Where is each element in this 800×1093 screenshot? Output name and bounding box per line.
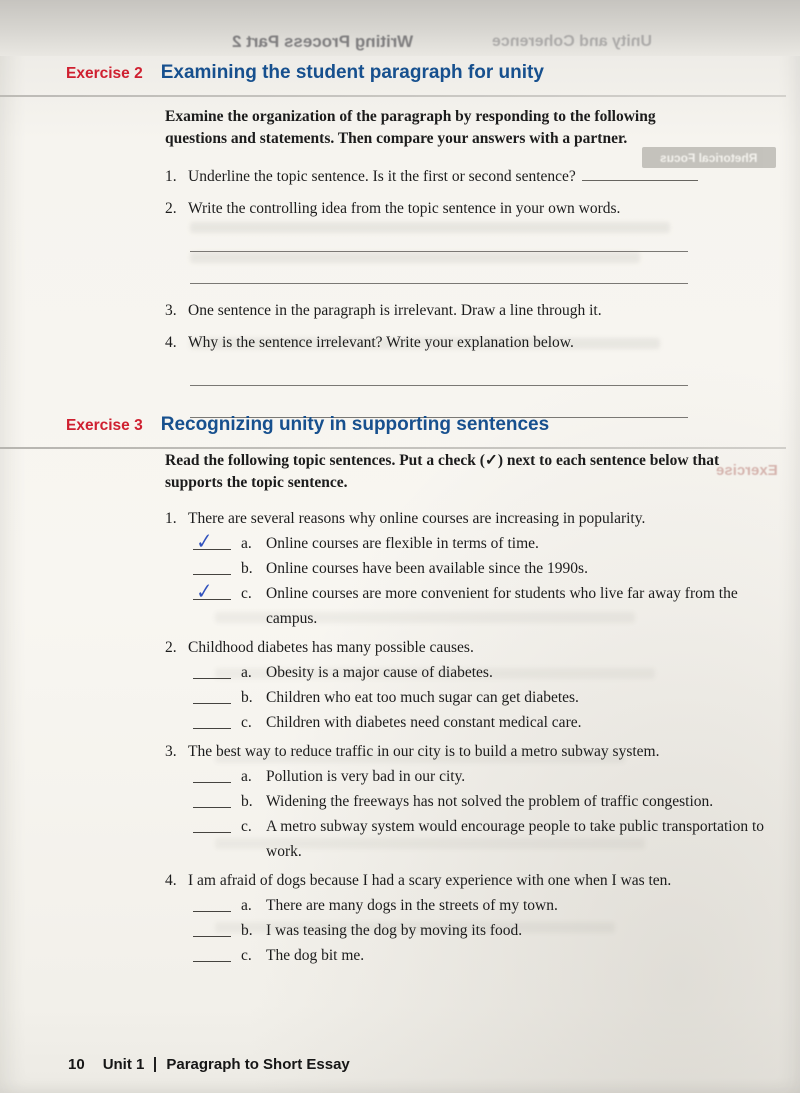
option-row bbox=[193, 556, 765, 581]
exercise2-item-4 bbox=[165, 332, 713, 354]
check-blank bbox=[193, 577, 231, 605]
exercise3-instructions: Read the following topic sentences. Put a check (✓) next to each sentence below that supports the topic sentence. bbox=[165, 452, 720, 491]
checkmark: ✓ bbox=[195, 527, 214, 555]
page-top-band bbox=[0, 0, 800, 56]
option-text: Online courses have been available since the 1990s. bbox=[266, 560, 588, 577]
exercise2-label: Exercise 2 bbox=[66, 65, 143, 82]
option-letter: b. bbox=[241, 922, 253, 939]
topic-text: There are several reasons why online courses are increasing in popularity. bbox=[188, 510, 646, 527]
option-row bbox=[193, 943, 765, 968]
exercise2-header bbox=[66, 62, 544, 84]
topic-sentence bbox=[165, 506, 765, 531]
answer-blank bbox=[582, 167, 698, 181]
bleedthrough-text-left: Writing Process Part 2 bbox=[232, 32, 414, 51]
option-row bbox=[193, 814, 765, 864]
write-line bbox=[190, 385, 688, 386]
bleedthrough-text-right: Unity and Coherence bbox=[492, 33, 653, 50]
option-letter: c. bbox=[241, 714, 252, 731]
option-row bbox=[193, 710, 765, 735]
write-line bbox=[190, 251, 688, 252]
check-blank bbox=[193, 556, 231, 575]
exercise3-header bbox=[66, 414, 549, 436]
item-number: 4. bbox=[165, 334, 177, 351]
check-blank bbox=[193, 527, 231, 555]
checkmark: ✓ bbox=[195, 577, 214, 605]
item-text bbox=[188, 166, 698, 188]
exercise3-rule bbox=[0, 447, 786, 449]
option-row bbox=[193, 789, 765, 814]
exercise3-question-4 bbox=[165, 868, 765, 968]
option-text: Children who eat too much sugar can get diabetes. bbox=[266, 689, 579, 706]
option-letter: a. bbox=[241, 897, 252, 914]
check-blank bbox=[193, 943, 231, 962]
item-text: Why is the sentence irrelevant? Write your explanation below. bbox=[188, 334, 574, 351]
option-letter: b. bbox=[241, 793, 253, 810]
option-letter: c. bbox=[241, 585, 252, 602]
option-letter: a. bbox=[241, 664, 252, 681]
item-number: 1. bbox=[165, 168, 177, 185]
option-row bbox=[193, 764, 765, 789]
option-text: There are many dogs in the streets of my town. bbox=[266, 897, 558, 914]
item-text: One sentence in the paragraph is irrelevant. Draw a line through it. bbox=[188, 302, 602, 319]
topic-text: I am afraid of dogs because I had a scary experience with one when I was ten. bbox=[188, 872, 672, 889]
exercise3-question-2 bbox=[165, 635, 765, 735]
topic-sentence bbox=[165, 739, 765, 764]
check-blank bbox=[193, 918, 231, 937]
topic-sentence bbox=[165, 635, 765, 660]
question-number: 4. bbox=[165, 872, 177, 889]
question-number: 1. bbox=[165, 510, 177, 527]
option-text: I was teasing the dog by moving its food. bbox=[266, 922, 523, 939]
option-text: Widening the freeways has not solved the problem of traffic congestion. bbox=[266, 793, 714, 810]
option-text: Online courses are more convenient for students who live far away from the campus. bbox=[266, 585, 738, 627]
option-row bbox=[193, 893, 765, 918]
option-letter: b. bbox=[241, 560, 253, 577]
exercise2-rule bbox=[0, 95, 786, 97]
option-row bbox=[193, 577, 765, 631]
option-text: A metro subway system would encourage people to take public transportation to work. bbox=[266, 818, 765, 860]
option-letter: a. bbox=[241, 768, 252, 785]
option-row bbox=[193, 685, 765, 710]
option-text: The dog bit me. bbox=[266, 947, 365, 964]
exercise2-item-2 bbox=[165, 198, 713, 220]
exercise3-question-3 bbox=[165, 739, 765, 864]
write-lines bbox=[190, 251, 713, 284]
option-row bbox=[193, 527, 765, 556]
footer-divider bbox=[154, 1057, 156, 1072]
check-blank bbox=[193, 814, 231, 833]
question-number: 2. bbox=[165, 639, 177, 656]
option-text: Children with diabetes need constant medical care. bbox=[266, 714, 582, 731]
exercise2-instructions: Examine the organization of the paragraph by responding to the following questions and statements. Then compare your answers with a partner. bbox=[165, 108, 656, 147]
unit-label: Unit 1 bbox=[102, 1056, 145, 1073]
exercise2-content bbox=[165, 106, 713, 434]
topic-text: Childhood diabetes has many possible causes. bbox=[188, 639, 474, 656]
exercise2-item-3 bbox=[165, 300, 713, 322]
check-blank bbox=[193, 685, 231, 704]
check-blank bbox=[193, 710, 231, 729]
option-text: Pollution is very bad in our city. bbox=[266, 768, 466, 785]
item-text-content: Underline the topic sentence. Is it the first or second sentence? bbox=[188, 168, 576, 185]
bleedthrough-exercise-label: Exercise bbox=[716, 462, 778, 479]
option-letter: b. bbox=[241, 689, 253, 706]
check-blank bbox=[193, 660, 231, 679]
exercise2-item-1 bbox=[165, 166, 713, 188]
bleedthrough-band-label: Rhetorical Focus bbox=[660, 150, 758, 165]
question-number: 3. bbox=[165, 743, 177, 760]
option-text: Obesity is a major cause of diabetes. bbox=[266, 664, 493, 681]
exercise3-content bbox=[165, 450, 765, 972]
exercise3-label: Exercise 3 bbox=[66, 417, 143, 434]
exercise3-question-1 bbox=[165, 506, 765, 631]
option-row bbox=[193, 918, 765, 943]
option-letter: c. bbox=[241, 818, 252, 835]
book-title: Paragraph to Short Essay bbox=[166, 1056, 350, 1073]
option-row bbox=[193, 660, 765, 685]
write-line bbox=[190, 283, 688, 284]
page-number: 10 bbox=[68, 1056, 85, 1073]
topic-sentence bbox=[165, 868, 765, 893]
item-number: 2. bbox=[165, 200, 177, 217]
option-letter: a. bbox=[241, 535, 252, 552]
check-blank bbox=[193, 764, 231, 783]
item-text: Write the controlling idea from the topic sentence in your own words. bbox=[188, 200, 621, 217]
exercise2-title: Examining the student paragraph for unity bbox=[160, 62, 544, 83]
topic-text: The best way to reduce traffic in our city is to build a metro subway system. bbox=[188, 743, 660, 760]
option-text: Online courses are flexible in terms of time. bbox=[266, 535, 539, 552]
check-blank bbox=[193, 893, 231, 912]
exercise3-title: Recognizing unity in supporting sentences bbox=[160, 414, 550, 435]
check-blank bbox=[193, 789, 231, 808]
page-footer bbox=[68, 1056, 350, 1073]
option-letter: c. bbox=[241, 947, 252, 964]
item-number: 3. bbox=[165, 302, 177, 319]
